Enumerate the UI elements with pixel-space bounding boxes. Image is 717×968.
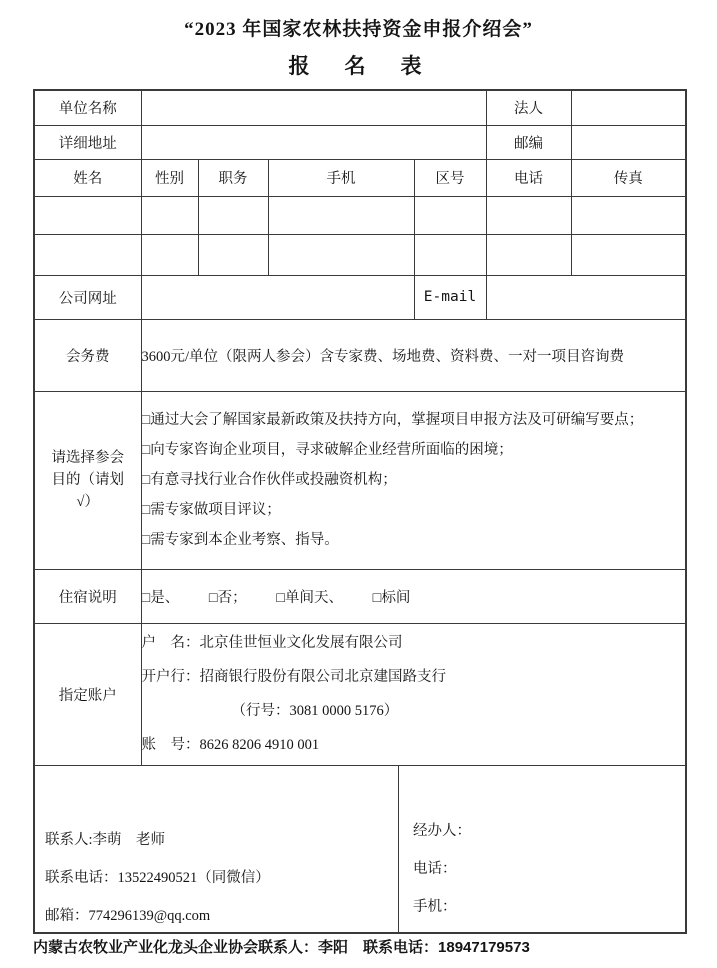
account-label: 指定账户 (34, 623, 141, 765)
purpose-label (34, 391, 141, 569)
fee-text: 3600元/单位（限两人参会）含专家费、场地费、资料费、一对一项目咨询费 (141, 319, 686, 391)
purpose-item (142, 525, 686, 555)
contact-person-line: 联系人:李萌 老师 (45, 831, 166, 848)
attendee-input-cell[interactable] (486, 234, 571, 275)
postcode-label: 邮编 (486, 125, 571, 159)
attendee-header-name: 姓名 (34, 159, 141, 196)
website-input[interactable] (141, 275, 414, 319)
purpose-label-line: 请选择参会 (51, 450, 124, 466)
lodging-option-label: 单间天、 (285, 589, 344, 606)
attendee-header-row (34, 159, 686, 196)
attendee-header-gender: 性别 (141, 159, 198, 196)
lodging-option (209, 590, 247, 606)
attendee-input-cell[interactable] (268, 234, 414, 275)
address-row (34, 125, 686, 159)
lodging-option-label: 标间 (381, 589, 411, 606)
attendee-header-phone: 电话 (486, 159, 571, 196)
account-number-line: 账 号：8626 8206 4910 001 (141, 737, 320, 753)
attendee-input-cell[interactable] (198, 196, 268, 234)
footer-phone-number: 18947179573 (438, 939, 530, 956)
handler-mobile-field[interactable]: 手机： (413, 898, 457, 915)
checkbox-icon[interactable]: □ (208, 589, 218, 606)
attendee-input-cell[interactable] (414, 196, 486, 234)
account-row (34, 623, 686, 765)
attendee-input-cell[interactable] (141, 234, 198, 275)
attendee-input-cell[interactable] (198, 234, 268, 275)
footer-text: 内蒙古农牧业产业化龙头企业协会联系人：李阳 联系电话： (33, 940, 439, 956)
unit-row (34, 90, 686, 125)
purpose-row (34, 391, 686, 569)
attendee-row-2 (34, 234, 686, 275)
registration-table (33, 89, 687, 934)
account-bankcode-line: （行号：3081 0000 5176） (231, 703, 399, 719)
email-input[interactable] (486, 275, 686, 319)
attendee-header-title: 职务 (198, 159, 268, 196)
lodging-label: 住宿说明 (34, 569, 141, 623)
attendee-input-cell[interactable] (486, 196, 571, 234)
purpose-options (141, 391, 686, 569)
purpose-item-label: 需专家到本企业考察、指导。 (150, 532, 339, 548)
legal-person-input[interactable] (571, 90, 686, 125)
handler-name-field[interactable]: 经办人： (413, 822, 471, 839)
account-bank-line: 开户行：招商银行股份有限公司北京建国路支行 (141, 669, 446, 685)
checkbox-icon[interactable]: □ (372, 589, 382, 606)
contact-section (35, 766, 685, 932)
handler-fields-block (399, 766, 685, 932)
checkbox-icon[interactable]: □ (141, 589, 151, 606)
purpose-label-line: 目的（请划 (51, 472, 124, 488)
attendee-header-fax: 传真 (571, 159, 686, 196)
handler-phone-field[interactable]: 电话： (413, 860, 457, 877)
unit-name-input[interactable] (141, 90, 486, 125)
fee-row (34, 319, 686, 391)
attendee-row-1 (34, 196, 686, 234)
purpose-item (142, 495, 686, 525)
purpose-item (142, 435, 686, 465)
checkbox-icon[interactable]: □ (141, 412, 151, 428)
address-input[interactable] (141, 125, 486, 159)
purpose-label-line: √） (76, 494, 99, 510)
checkbox-icon[interactable]: □ (141, 472, 151, 488)
lodging-option (142, 590, 180, 606)
attendee-input-cell[interactable] (571, 196, 686, 234)
website-row (34, 275, 686, 319)
attendee-input-cell[interactable] (34, 196, 141, 234)
contact-phone-line: 联系电话：13522490521（同微信） (45, 869, 270, 886)
lodging-option (276, 590, 343, 606)
fee-label: 会务费 (34, 319, 141, 391)
lodging-options (141, 569, 686, 623)
attendee-header-mobile: 手机 (268, 159, 414, 196)
attendee-input-cell[interactable] (414, 234, 486, 275)
address-label: 详细地址 (34, 125, 141, 159)
account-holder-line: 户 名：北京佳世恒业文化发展有限公司 (141, 635, 403, 651)
checkbox-icon[interactable]: □ (141, 502, 151, 518)
purpose-item (142, 465, 686, 495)
page-title: “2023 年国家农林扶持资金申报介绍会” (184, 19, 533, 40)
lodging-option-label: 否； (217, 589, 247, 606)
website-label: 公司网址 (34, 275, 141, 319)
email-label: E-mail (414, 275, 486, 319)
attendee-input-cell[interactable] (34, 234, 141, 275)
purpose-item-label: 向专家咨询企业项目，寻求破解企业经营所面临的困境； (150, 442, 513, 458)
lodging-row (34, 569, 686, 623)
contact-email-line: 邮箱：774296139@qq.com (45, 907, 211, 924)
checkbox-icon[interactable]: □ (141, 442, 151, 458)
footer-note (33, 936, 693, 957)
attendee-input-cell[interactable] (141, 196, 198, 234)
form-title: 报 名 表 (288, 54, 429, 78)
organizer-contact-block (35, 766, 399, 932)
lodging-option (373, 590, 411, 606)
legal-person-label: 法人 (486, 90, 571, 125)
purpose-item-label: 通过大会了解国家最新政策及扶持方向，掌握项目申报方法及可研编写要点； (150, 412, 644, 428)
checkbox-icon[interactable]: □ (276, 589, 286, 606)
purpose-item-label: 需专家做项目评议； (150, 502, 281, 518)
attendee-input-cell[interactable] (268, 196, 414, 234)
purpose-item (142, 405, 686, 435)
lodging-option-label: 是、 (150, 589, 180, 606)
checkbox-icon[interactable]: □ (141, 532, 151, 548)
account-info (141, 623, 686, 765)
attendee-input-cell[interactable] (571, 234, 686, 275)
purpose-item-label: 有意寻找行业合作伙伴或投融资机构； (150, 472, 397, 488)
contact-row (34, 765, 686, 933)
attendee-header-areacode: 区号 (414, 159, 486, 196)
postcode-input[interactable] (571, 125, 686, 159)
unit-name-label: 单位名称 (34, 90, 141, 125)
